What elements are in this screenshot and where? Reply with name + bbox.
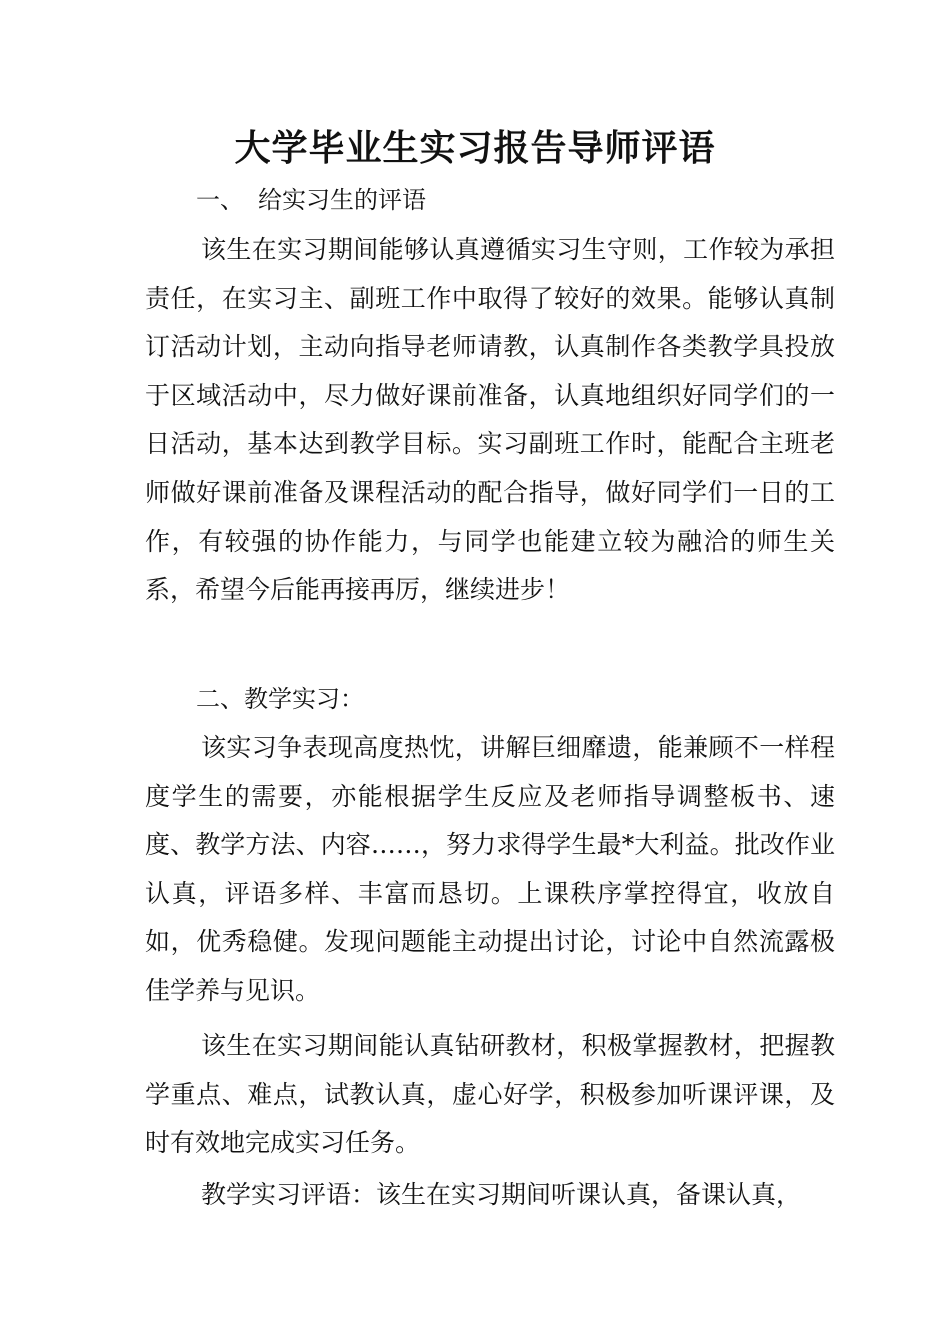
paragraph-2: 该实习争表现高度热忱，讲解巨细靡遗，能兼顾不一样程度学生的需要，亦能根据学生反应及老师指导调整板书、速度、教学方法、内容……，努力求得学生最*大利益。批改作业认真，评语多样、丰富而恳切。上课秩序掌控得宜，收放自如，优秀稳健。发现问题能主动提出讨论，讨论中自然流露极佳学养与见识。 — [145, 733, 835, 1005]
section-heading-2: 二、教学实习： — [196, 685, 364, 713]
paragraph-1: 该生在实习期间能够认真遵循实习生守则，工作较为承担责任，在实习主、副班工作中取得了较好的效果。能够认真制订活动计划，主动向指导老师请教，认真制作各类教学具投放于区域活动中，尽力做好课前准备，认真地组织好同学们的一日活动，基本达到教学目标。实习副班工作时，能配合主班老师做好课前准备及课程活动的配合指导，做好同学们一日的工作，有较强的协作能力，与同学也能建立较为融洽的师生关系，希望今后能再接再厉，继续进步！ — [145, 235, 835, 605]
section-title-1: 给实习生的评语 — [258, 186, 426, 214]
paragraph-3: 该生在实习期间能认真钻研教材，积极掌握教材，把握教学重点、难点，试教认真，虚心好学，积极参加听课评课，及时有效地完成实习任务。 — [145, 1031, 835, 1158]
paragraph-4: 教学实习评语：该生在实习期间听课认真，备课认真， — [201, 1180, 802, 1209]
document-title: 大学毕业生实习报告导师评语 — [234, 128, 716, 169]
section-heading-1 — [196, 185, 426, 215]
section-number-1: 一、 — [196, 186, 244, 214]
